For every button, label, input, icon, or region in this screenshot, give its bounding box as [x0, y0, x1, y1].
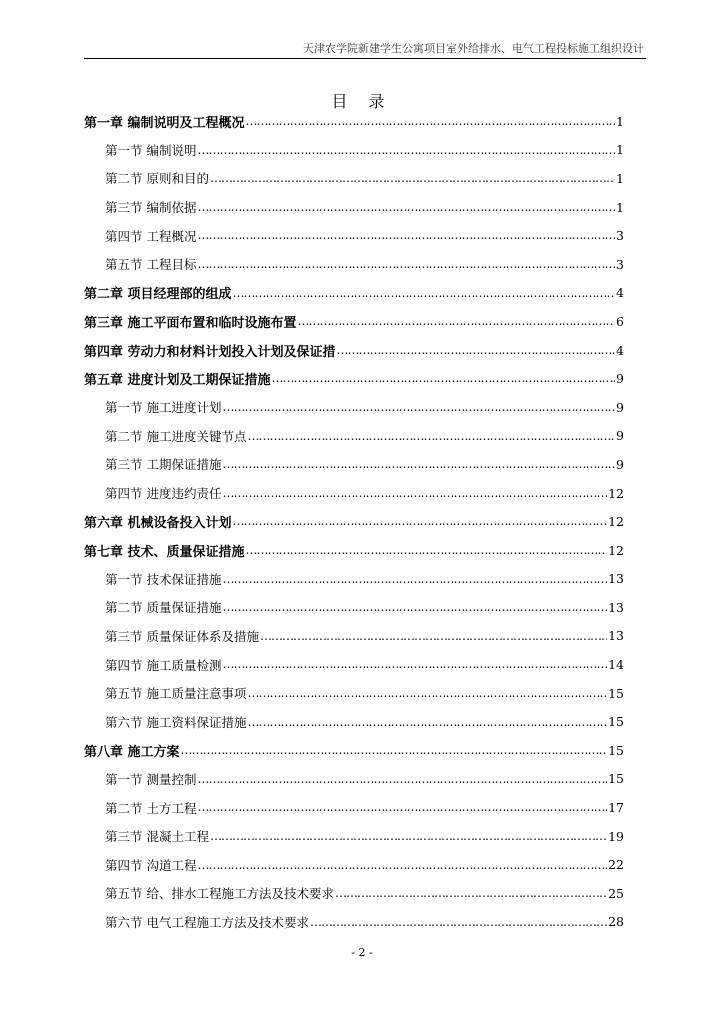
dot-leader	[197, 143, 615, 157]
toc-entry-label: 第五节 工程目标	[105, 257, 197, 273]
toc-entry[interactable]	[84, 850, 624, 879]
dot-leader	[222, 457, 615, 471]
toc-entry[interactable]	[84, 793, 624, 822]
dot-leader	[222, 486, 607, 500]
toc-entry-page: 17	[608, 800, 624, 816]
dot-leader	[197, 858, 607, 872]
toc-entry[interactable]	[84, 307, 624, 336]
toc-entry[interactable]	[84, 279, 624, 308]
dot-leader	[222, 400, 615, 414]
toc-entry-page: 6	[616, 313, 624, 329]
toc-entry-label: 第一节 技术保证措施	[105, 571, 222, 587]
toc-entry[interactable]	[84, 679, 624, 708]
table-of-contents	[84, 107, 624, 936]
toc-entry-label: 第三节 编制依据	[105, 200, 197, 216]
dot-leader	[272, 371, 616, 385]
toc-entry-page: 12	[608, 485, 624, 501]
dot-leader	[335, 886, 607, 900]
toc-entry-label: 第一节 测量控制	[105, 771, 197, 787]
toc-entry-label: 第六节 施工资料保证措施	[105, 714, 247, 730]
dot-leader	[197, 257, 615, 271]
dot-leader	[222, 657, 607, 671]
dot-leader	[197, 228, 615, 242]
dot-leader	[337, 343, 616, 357]
toc-entry-page: 1	[616, 170, 624, 186]
toc-entry-label: 第六节 电气工程施工方法及技术要求	[105, 914, 309, 930]
toc-entry-page: 4	[616, 342, 624, 358]
dot-leader	[233, 286, 616, 300]
toc-entry[interactable]	[84, 450, 624, 479]
header-rule	[84, 58, 646, 59]
dot-leader	[310, 915, 607, 929]
dot-leader	[298, 314, 616, 328]
toc-entry-page: 1	[616, 142, 624, 158]
toc-entry-label: 第五节 施工质量注意事项	[105, 686, 247, 702]
toc-entry-page: 12	[608, 514, 624, 530]
toc-entry-page: 14	[608, 657, 624, 673]
toc-entry[interactable]	[84, 336, 624, 365]
dot-leader	[197, 800, 607, 814]
toc-entry-label: 第五节 给、排水工程施工方法及技术要求	[105, 886, 334, 902]
toc-entry-page: 19	[608, 828, 624, 844]
toc-entry[interactable]	[84, 879, 624, 908]
toc-entry-page: 12	[608, 542, 624, 558]
toc-entry-label: 第二章 项目经理部的组成	[84, 287, 232, 303]
dot-leader	[247, 715, 607, 729]
toc-entry-page: 9	[616, 371, 624, 387]
toc-entry[interactable]	[84, 908, 624, 937]
toc-entry-page: 25	[608, 885, 624, 901]
toc-entry[interactable]	[84, 565, 624, 594]
toc-entry[interactable]	[84, 765, 624, 794]
toc-entry[interactable]	[84, 107, 624, 136]
toc-entry[interactable]	[84, 136, 624, 165]
toc-entry-label: 第八章 施工方案	[84, 744, 180, 760]
dot-leader	[246, 543, 608, 557]
toc-entry-label: 第五章 进度计划及工期保证措施	[84, 373, 271, 389]
toc-entry-page: 4	[616, 285, 624, 301]
toc-entry-page: 9	[616, 399, 624, 415]
toc-entry[interactable]	[84, 193, 624, 222]
toc-entry[interactable]	[84, 479, 624, 508]
toc-entry-page: 22	[608, 857, 624, 873]
dot-leader	[247, 429, 615, 443]
toc-entry-label: 第三节 质量保证体系及措施	[105, 628, 259, 644]
dot-leader	[210, 171, 615, 185]
dot-leader	[197, 200, 615, 214]
toc-entry-page: 15	[608, 714, 624, 730]
dot-leader	[247, 686, 607, 700]
toc-entry-page: 3	[616, 228, 624, 244]
toc-entry[interactable]	[84, 622, 624, 651]
toc-entry-page: 9	[616, 456, 624, 472]
toc-entry[interactable]	[84, 650, 624, 679]
toc-entry[interactable]	[84, 822, 624, 851]
toc-entry-label: 第一节 编制说明	[105, 142, 197, 158]
toc-entry-page: 1	[616, 113, 624, 129]
toc-entry[interactable]	[84, 364, 624, 393]
toc-entry-label: 第二节 质量保证措施	[105, 600, 222, 616]
toc-entry[interactable]	[84, 736, 624, 765]
dot-leader	[246, 114, 616, 128]
page-number: - 2 -	[351, 946, 373, 959]
toc-entry-label: 第三章 施工平面布置和临时设施布置	[84, 315, 297, 331]
dot-leader	[210, 829, 607, 843]
toc-entry-page: 13	[608, 571, 624, 587]
toc-entry-label: 第一节 施工进度计划	[105, 400, 222, 416]
toc-entry-label: 第四节 沟道工程	[105, 857, 197, 873]
dot-leader	[222, 600, 607, 614]
toc-entry-label: 第四节 施工质量检测	[105, 657, 222, 673]
toc-entry[interactable]	[84, 507, 624, 536]
toc-entry[interactable]	[84, 221, 624, 250]
toc-title: 目 录	[331, 92, 393, 111]
toc-entry[interactable]	[84, 164, 624, 193]
toc-entry-label: 第四节 工程概况	[105, 228, 197, 244]
dot-leader	[197, 772, 607, 786]
page-header: 天津农学院新建学生公寓项目室外给排水、电气工程投标施工组织设计	[303, 42, 644, 55]
dot-leader	[233, 514, 608, 528]
toc-entry[interactable]	[84, 593, 624, 622]
toc-entry[interactable]	[84, 536, 624, 565]
toc-entry-label: 第三节 混凝土工程	[105, 829, 209, 845]
toc-entry-label: 第七章 技术、质量保证措施	[84, 544, 245, 560]
toc-entry-label: 第六章 机械设备投入计划	[84, 516, 232, 532]
toc-entry-label: 第二节 施工进度关键节点	[105, 428, 247, 444]
toc-entry[interactable]	[84, 393, 624, 422]
dot-leader	[222, 572, 607, 586]
toc-entry-page: 9	[616, 428, 624, 444]
toc-entry-page: 13	[608, 599, 624, 615]
toc-entry-label: 第四章 劳动力和材料计划投入计划及保证措	[84, 344, 336, 360]
toc-entry[interactable]	[84, 250, 624, 279]
toc-entry-label: 第一章 编制说明及工程概况	[84, 115, 245, 131]
toc-entry-page: 15	[608, 742, 624, 758]
toc-entry-page: 15	[608, 685, 624, 701]
toc-entry-page: 3	[616, 256, 624, 272]
toc-entry[interactable]	[84, 422, 624, 451]
toc-entry[interactable]	[84, 707, 624, 736]
toc-entry-label: 第二节 原则和目的	[105, 171, 209, 187]
toc-entry-page: 13	[608, 628, 624, 644]
toc-entry-page: 1	[616, 199, 624, 215]
dot-leader	[181, 743, 608, 757]
toc-entry-page: 28	[608, 914, 624, 930]
toc-entry-label: 第四节 进度违约责任	[105, 486, 222, 502]
toc-entry-label: 第二节 土方工程	[105, 800, 197, 816]
dot-leader	[260, 629, 607, 643]
toc-entry-page: 15	[608, 771, 624, 787]
toc-entry-label: 第三节 工期保证措施	[105, 457, 222, 473]
